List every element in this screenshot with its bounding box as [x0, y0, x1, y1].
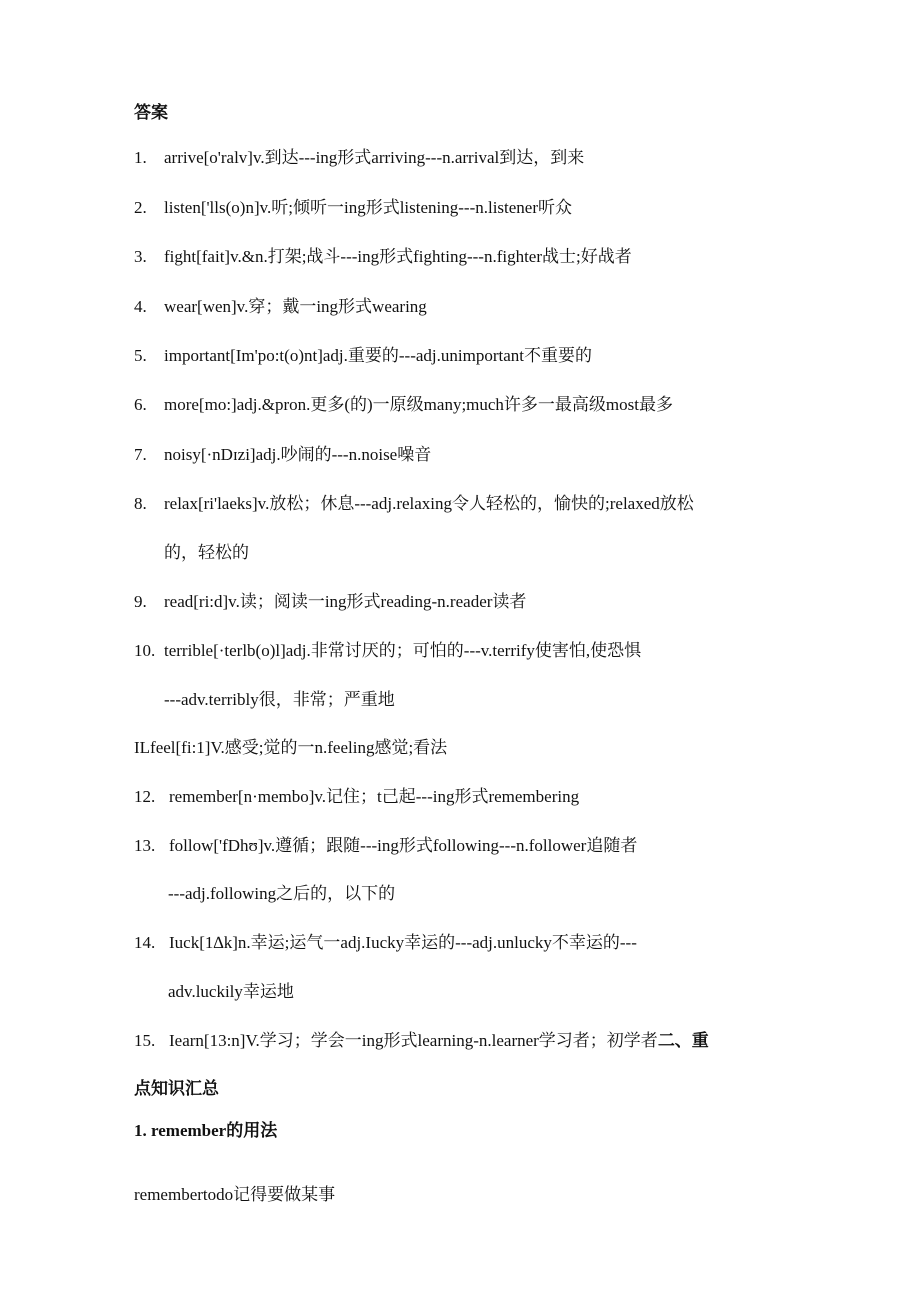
item-number: 8.: [134, 494, 147, 513]
item-text: Iearn[13:n]V.学习；学会一ing形式learning-n.learner学习者；初学者: [169, 1031, 658, 1050]
item-text: fight[fait]v.&n.打架;战斗---ing形式fighting---n.fighter战士;好战者: [164, 247, 632, 266]
list-item-continuation: ---adv.terribly很，非常；严重地: [164, 690, 395, 709]
list-item: [134, 591, 526, 613]
item-text: more[mo:]adj.&pron.更多(的)一原级many;much许多一最高级most最多: [164, 395, 673, 414]
item-text: read[ri:d]v.读；阅读一ing形式reading-n.reader读者: [164, 592, 527, 611]
item-number: 13.: [134, 836, 156, 855]
section-title-start: 二、重: [657, 1031, 709, 1050]
list-item-continuation: ---adj.following之后的，以下的: [168, 884, 396, 903]
item-text: Iuck[1∆k]n.幸运;运气一adj.Iucky幸运的---adj.unlucky不幸运的---: [169, 933, 637, 952]
list-item: [134, 640, 641, 662]
item-number: 6.: [134, 395, 147, 414]
list-item: [134, 246, 632, 268]
item-number: 12.: [134, 787, 156, 806]
list-item: [134, 444, 431, 466]
item-number: 1.: [134, 148, 147, 167]
item-number: 15.: [134, 1031, 156, 1050]
item-number: 4.: [134, 297, 147, 316]
list-item: [134, 1030, 709, 1052]
item-text: ILfeel[fi:1]V.感受;觉的一n.feeling感觉;看法: [134, 738, 448, 757]
body-text: remembertodo记得要做某事: [134, 1185, 336, 1204]
list-item-continuation: adv.luckily幸运地: [168, 982, 294, 1001]
subheading: 1. remember的用法: [134, 1121, 278, 1140]
item-number: 14.: [134, 933, 156, 952]
item-number: 9.: [134, 592, 147, 611]
list-item: [134, 835, 637, 857]
item-text: relax[ri'laeks]v.放松；休息---adj.relaxing令人轻松的，愉快的;relaxed放松: [164, 494, 694, 513]
item-text: listen['lls(o)n]v.听;倾听一ing形式listening---n.listener听众: [164, 198, 573, 217]
list-item-continuation: 的，轻松的: [164, 543, 249, 562]
item-number: 2.: [134, 198, 147, 217]
list-item: [134, 786, 579, 808]
page-heading: 答案: [134, 103, 168, 122]
list-item: [134, 197, 572, 219]
item-text: arrive[o'ralv]v.到达---ing形式arriving---n.arrival到达，到来: [164, 148, 585, 167]
item-number: 3.: [134, 247, 147, 266]
item-text: wear[wen]v.穿；戴一ing形式wearing: [164, 297, 427, 316]
list-item: [134, 493, 694, 515]
item-text: terrible[·terlb(o)l]adj.非常讨厌的；可怕的---v.terrify使害怕,使恐惧: [164, 641, 642, 660]
item-text: noisy[·nDɪzi]adj.吵闹的---n.noise噪音: [164, 445, 432, 464]
item-text: remember[n·membo]v.记住；t己起---ing形式remembering: [169, 787, 580, 806]
list-item: [134, 296, 427, 318]
list-item: [134, 394, 673, 416]
item-number: 5.: [134, 346, 147, 365]
list-item: [134, 737, 447, 759]
section-title: 点知识汇总: [134, 1079, 219, 1098]
list-item: [134, 932, 637, 954]
list-item: [134, 345, 592, 367]
item-text: important[Im'po:t(o)nt]adj.重要的---adj.unimportant不重要的: [164, 346, 592, 365]
item-number: 10.: [134, 641, 156, 660]
list-item: [134, 147, 584, 169]
item-number: 7.: [134, 445, 147, 464]
item-text: follow['fDhʊ]v.遵循；跟随---ing形式following---n.follower追随者: [169, 836, 638, 855]
